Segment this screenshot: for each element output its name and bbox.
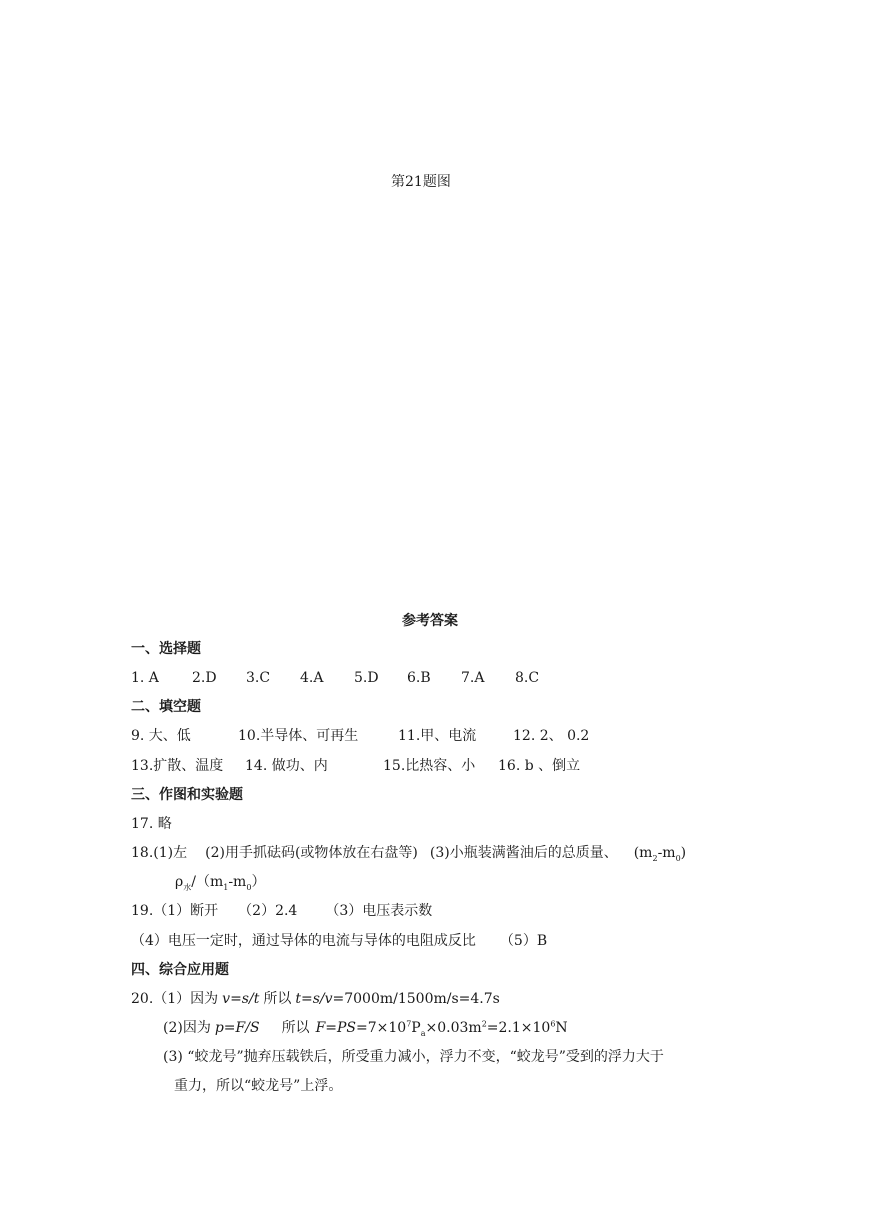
section3-heading: 三、作图和实验题 [131, 787, 243, 803]
q18-part1: 18.(1)左 [131, 845, 188, 861]
answer-18-line2: $\rho_水/(m_1-m_0)$ [175, 874, 266, 892]
answer-6: 6.B [407, 670, 431, 686]
section1-heading: 一、选择题 [131, 641, 201, 657]
answer-20-part2: (2)因为 p=F/S 所以 $F=PS=7\times 10^7P_a\times 0.03m^2=2.1\times 10^6N$ [163, 1019, 568, 1038]
answer-20-part1: 20.（1）因为 v=s/t 所以 t=s/v=7000m/1500m/s=4.7s [131, 991, 500, 1007]
q18-part3: (3)小瓶装满酱油后的总质量、 [429, 845, 618, 861]
answer-5: 5.D [354, 670, 379, 686]
answer-12: 12. 2、 0.2 [513, 728, 590, 744]
answer-16: 16. b 、倒立 [498, 758, 581, 774]
answer-2: 2.D [192, 670, 217, 686]
answer-7: 7.A [461, 670, 485, 686]
answer-1: 1. A [131, 670, 159, 686]
answer-8: 8.C [515, 670, 540, 686]
answer-20-part3-line1: (3) “蛟龙号”抛弃压载铁后，所受重力减小，浮力不变，“蛟龙号”受到的浮力大于 [163, 1049, 664, 1065]
q18-formula: $(m_2-m_0)$ [633, 845, 687, 863]
q18-part2: (2)用手抓砝码(或物体放在右盘等) [205, 845, 418, 861]
answer-14: 14. 做功、内 [245, 758, 328, 774]
section4-heading: 四、综合应用题 [131, 962, 229, 978]
answer-4: 4.A [300, 670, 324, 686]
section2-heading: 二、填空题 [131, 699, 201, 715]
answer-19-line1: 19.（1）断开 （2）2.4 （3）电压表示数 [131, 903, 433, 919]
answer-17: 17. 略 [131, 816, 172, 832]
answers-title: 参考答案 [402, 613, 458, 629]
answer-13: 13.扩散、温度 [131, 758, 224, 774]
answer-18-line1 [131, 844, 686, 862]
answer-20-part3-line2: 重力，所以“蛟龙号”上浮。 [174, 1078, 343, 1094]
answer-10: 10.半导体、可再生 [238, 728, 359, 744]
answer-11: 11.甲、电流 [398, 728, 477, 744]
answer-15: 15.比热容、小 [383, 758, 476, 774]
figure-caption: 第21题图 [391, 174, 451, 190]
answer-19-line2: （4）电压一定时，通过导体的电流与导体的电阻成反比 （5）B [131, 933, 548, 949]
answer-9: 9. 大、低 [131, 728, 191, 744]
answer-3: 3.C [246, 670, 271, 686]
